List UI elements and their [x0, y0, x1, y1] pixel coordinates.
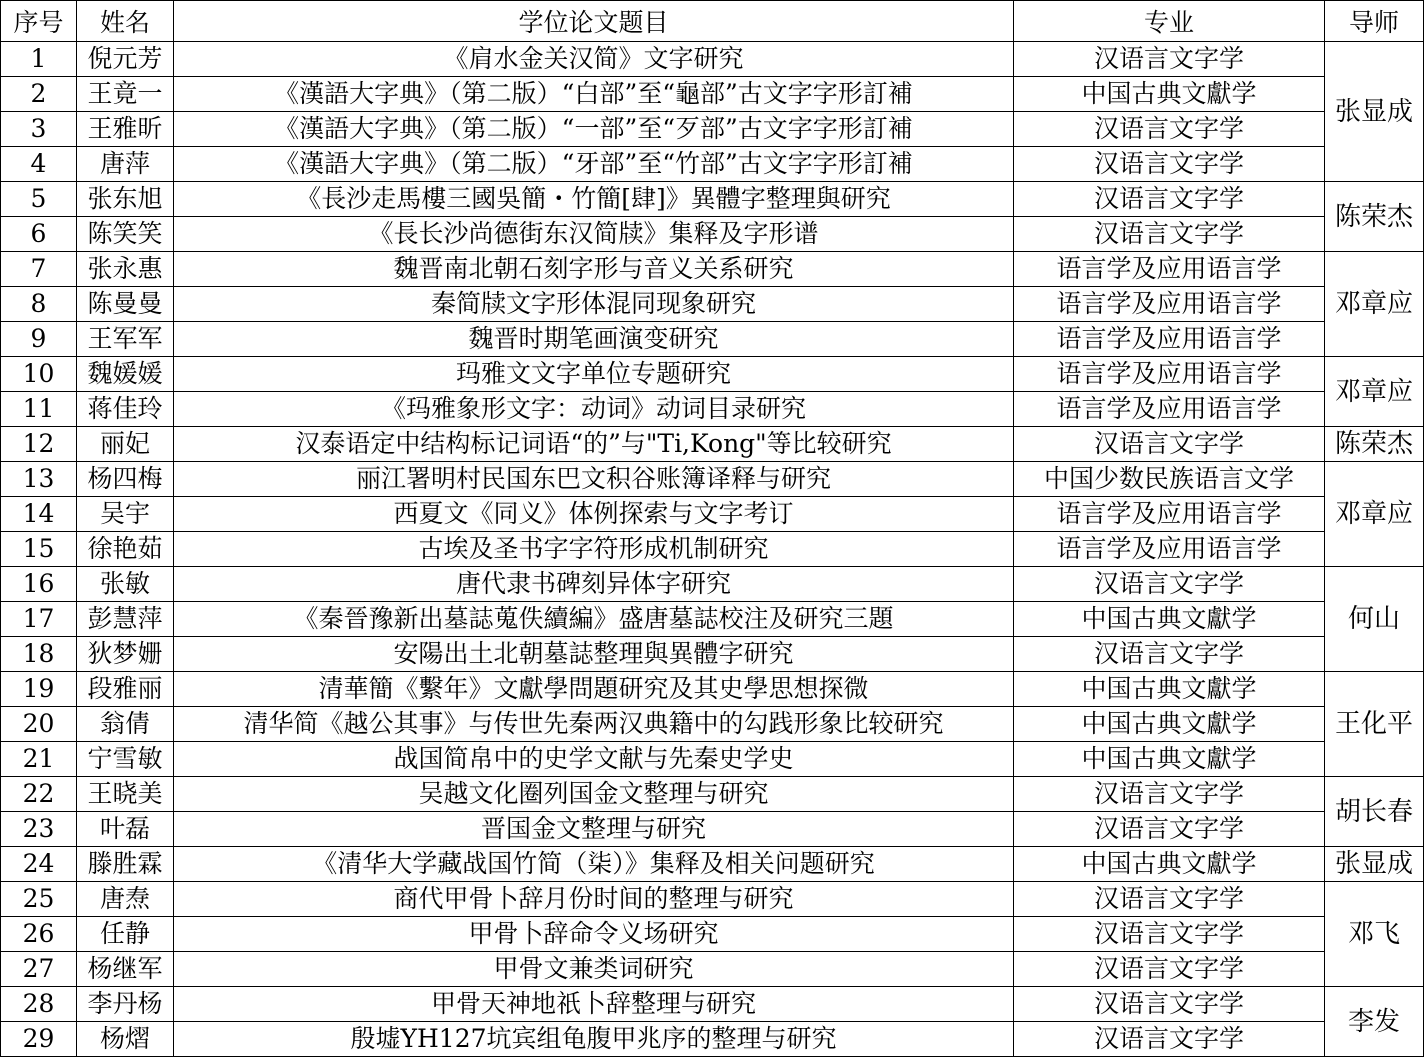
cell-advisor: 邓章应: [1325, 357, 1424, 427]
cell-major: 中国古典文獻学: [1014, 707, 1325, 742]
cell-advisor: 王化平: [1325, 672, 1424, 777]
cell-no: 15: [1, 532, 77, 567]
cell-advisor: 张显成: [1325, 42, 1424, 182]
cell-no: 18: [1, 637, 77, 672]
cell-major: 汉语言文字学: [1014, 427, 1325, 462]
table-row: [1, 777, 1424, 812]
cell-major: 汉语言文字学: [1014, 42, 1325, 77]
cell-no: 11: [1, 392, 77, 427]
cell-thesis-title: 唐代隶书碑刻异体字研究: [174, 567, 1014, 602]
cell-no: 8: [1, 287, 77, 322]
cell-no: 17: [1, 602, 77, 637]
cell-major: 中国古典文獻学: [1014, 847, 1325, 882]
cell-advisor: 陈荣杰: [1325, 182, 1424, 252]
cell-student-name: 唐焘: [77, 882, 174, 917]
cell-thesis-title: 秦简牍文字形体混同现象研究: [174, 287, 1014, 322]
cell-thesis-title: 《肩水金关汉简》文字研究: [174, 42, 1014, 77]
cell-student-name: 王竟一: [77, 77, 174, 112]
cell-student-name: 李丹杨: [77, 987, 174, 1022]
cell-thesis-title: 清华简《越公其事》与传世先秦两汉典籍中的勾践形象比较研究: [174, 707, 1014, 742]
table-row: [1, 287, 1424, 322]
cell-no: 28: [1, 987, 77, 1022]
cell-major: 汉语言文字学: [1014, 182, 1325, 217]
table-row: [1, 672, 1424, 707]
table-row: [1, 567, 1424, 602]
cell-no: 4: [1, 147, 77, 182]
cell-major: 中国古典文獻学: [1014, 77, 1325, 112]
cell-no: 22: [1, 777, 77, 812]
cell-no: 10: [1, 357, 77, 392]
cell-student-name: 魏媛媛: [77, 357, 174, 392]
table-row: [1, 392, 1424, 427]
cell-advisor: 邓章应: [1325, 252, 1424, 357]
cell-thesis-title: 汉泰语定中结构标记词语“的”与"Ti,Kong"等比较研究: [174, 427, 1014, 462]
cell-thesis-title: 《秦晉豫新出墓誌蒐佚續編》盛唐墓誌校注及研究三題: [174, 602, 1014, 637]
cell-student-name: 王晓美: [77, 777, 174, 812]
cell-no: 7: [1, 252, 77, 287]
cell-major: 语言学及应用语言学: [1014, 392, 1325, 427]
cell-student-name: 翁倩: [77, 707, 174, 742]
cell-major: 汉语言文字学: [1014, 112, 1325, 147]
table-row: [1, 742, 1424, 777]
header-no: 序号: [1, 1, 77, 42]
cell-no: 14: [1, 497, 77, 532]
cell-major: 中国古典文獻学: [1014, 602, 1325, 637]
cell-thesis-title: 甲骨文兼类词研究: [174, 952, 1014, 987]
cell-student-name: 宁雪敏: [77, 742, 174, 777]
cell-thesis-title: 丽江署明村民国东巴文积谷账簿译释与研究: [174, 462, 1014, 497]
cell-major: 语言学及应用语言学: [1014, 497, 1325, 532]
cell-no: 26: [1, 917, 77, 952]
cell-no: 3: [1, 112, 77, 147]
table-row: [1, 462, 1424, 497]
header-row: [1, 1, 1424, 42]
cell-no: 5: [1, 182, 77, 217]
table-row: [1, 602, 1424, 637]
cell-major: 语言学及应用语言学: [1014, 532, 1325, 567]
table-row: [1, 497, 1424, 532]
cell-major: 汉语言文字学: [1014, 637, 1325, 672]
cell-major: 汉语言文字学: [1014, 812, 1325, 847]
cell-student-name: 陈曼曼: [77, 287, 174, 322]
cell-student-name: 张东旭: [77, 182, 174, 217]
cell-major: 语言学及应用语言学: [1014, 357, 1325, 392]
cell-no: 16: [1, 567, 77, 602]
cell-student-name: 杨四梅: [77, 462, 174, 497]
table-row: [1, 427, 1424, 462]
cell-major: 语言学及应用语言学: [1014, 287, 1325, 322]
cell-no: 12: [1, 427, 77, 462]
cell-student-name: 倪元芳: [77, 42, 174, 77]
table-row: [1, 77, 1424, 112]
cell-advisor: 邓飞: [1325, 882, 1424, 987]
cell-major: 汉语言文字学: [1014, 777, 1325, 812]
cell-no: 25: [1, 882, 77, 917]
cell-thesis-title: 甲骨卜辞命令义场研究: [174, 917, 1014, 952]
cell-no: 29: [1, 1022, 77, 1057]
cell-no: 19: [1, 672, 77, 707]
cell-no: 2: [1, 77, 77, 112]
cell-thesis-title: 安陽出土北朝墓誌整理與異體字研究: [174, 637, 1014, 672]
cell-thesis-title: 魏晋南北朝石刻字形与音义关系研究: [174, 252, 1014, 287]
cell-major: 中国少数民族语言文学: [1014, 462, 1325, 497]
cell-thesis-title: 西夏文《同义》体例探索与文字考订: [174, 497, 1014, 532]
cell-no: 1: [1, 42, 77, 77]
cell-student-name: 蒋佳玲: [77, 392, 174, 427]
table-row: [1, 847, 1424, 882]
cell-major: 语言学及应用语言学: [1014, 252, 1325, 287]
table-row: [1, 952, 1424, 987]
cell-advisor: 胡长春: [1325, 777, 1424, 847]
table-row: [1, 182, 1424, 217]
table-row: [1, 987, 1424, 1022]
cell-student-name: 任静: [77, 917, 174, 952]
cell-no: 21: [1, 742, 77, 777]
cell-student-name: 滕胜霖: [77, 847, 174, 882]
cell-student-name: 张敏: [77, 567, 174, 602]
cell-thesis-title: 《長沙走馬樓三國吳簡・竹簡[肆]》異體字整理與研究: [174, 182, 1014, 217]
header-advisor: 导师: [1325, 1, 1424, 42]
cell-no: 24: [1, 847, 77, 882]
cell-major: 语言学及应用语言学: [1014, 322, 1325, 357]
table-body: [1, 42, 1424, 1057]
cell-thesis-title: 殷墟YH127坑宾组龟腹甲兆序的整理与研究: [174, 1022, 1014, 1057]
cell-student-name: 唐萍: [77, 147, 174, 182]
cell-advisor: 李发: [1325, 987, 1424, 1057]
header-major: 专业: [1014, 1, 1325, 42]
cell-major: 中国古典文獻学: [1014, 672, 1325, 707]
cell-major: 汉语言文字学: [1014, 147, 1325, 182]
cell-thesis-title: 《漢語大字典》（第二版）“牙部”至“竹部”古文字字形訂補: [174, 147, 1014, 182]
cell-thesis-title: 古埃及圣书字字符形成机制研究: [174, 532, 1014, 567]
cell-major: 中国古典文獻学: [1014, 742, 1325, 777]
cell-no: 6: [1, 217, 77, 252]
cell-student-name: 王雅昕: [77, 112, 174, 147]
table-row: [1, 637, 1424, 672]
cell-thesis-title: 《玛雅象形文字：动词》动词目录研究: [174, 392, 1014, 427]
cell-thesis-title: 商代甲骨卜辞月份时间的整理与研究: [174, 882, 1014, 917]
table-row: [1, 112, 1424, 147]
cell-student-name: 丽妃: [77, 427, 174, 462]
table-row: [1, 147, 1424, 182]
table-row: [1, 322, 1424, 357]
cell-thesis-title: 清華簡《繫年》文獻學問題研究及其史學思想探微: [174, 672, 1014, 707]
table-row: [1, 882, 1424, 917]
cell-thesis-title: 魏晋时期笔画演变研究: [174, 322, 1014, 357]
header-name: 姓名: [77, 1, 174, 42]
cell-thesis-title: 甲骨天神地祇卜辞整理与研究: [174, 987, 1014, 1022]
cell-student-name: 彭慧萍: [77, 602, 174, 637]
table-row: [1, 812, 1424, 847]
cell-student-name: 吴宇: [77, 497, 174, 532]
cell-major: 汉语言文字学: [1014, 952, 1325, 987]
cell-student-name: 王军军: [77, 322, 174, 357]
table-row: [1, 917, 1424, 952]
cell-student-name: 张永惠: [77, 252, 174, 287]
header-title: 学位论文题目: [174, 1, 1014, 42]
cell-advisor: 张显成: [1325, 847, 1424, 882]
table-row: [1, 252, 1424, 287]
table-row: [1, 42, 1424, 77]
cell-no: 27: [1, 952, 77, 987]
cell-advisor: 陈荣杰: [1325, 427, 1424, 462]
cell-no: 13: [1, 462, 77, 497]
table-row: [1, 357, 1424, 392]
cell-no: 23: [1, 812, 77, 847]
cell-thesis-title: 《漢語大字典》（第二版）“白部”至“龜部”古文字字形訂補: [174, 77, 1014, 112]
cell-advisor: 何山: [1325, 567, 1424, 672]
cell-thesis-title: 战国简帛中的史学文献与先秦史学史: [174, 742, 1014, 777]
cell-student-name: 徐艳茹: [77, 532, 174, 567]
cell-advisor: 邓章应: [1325, 462, 1424, 567]
cell-thesis-title: 《長长沙尚德街东汉简牍》集释及字形谱: [174, 217, 1014, 252]
cell-no: 20: [1, 707, 77, 742]
table-row: [1, 532, 1424, 567]
cell-no: 9: [1, 322, 77, 357]
cell-thesis-title: 《漢語大字典》（第二版）“一部”至“歹部”古文字字形訂補: [174, 112, 1014, 147]
cell-student-name: 叶磊: [77, 812, 174, 847]
table-row: [1, 217, 1424, 252]
cell-major: 汉语言文字学: [1014, 882, 1325, 917]
cell-major: 汉语言文字学: [1014, 917, 1325, 952]
cell-major: 汉语言文字学: [1014, 567, 1325, 602]
cell-thesis-title: 晋国金文整理与研究: [174, 812, 1014, 847]
cell-student-name: 陈笑笑: [77, 217, 174, 252]
cell-student-name: 狄梦姗: [77, 637, 174, 672]
cell-major: 汉语言文字学: [1014, 1022, 1325, 1057]
table-row: [1, 707, 1424, 742]
cell-thesis-title: 吴越文化圈列国金文整理与研究: [174, 777, 1014, 812]
cell-student-name: 段雅丽: [77, 672, 174, 707]
cell-student-name: 杨熠: [77, 1022, 174, 1057]
table-row: [1, 1022, 1424, 1057]
cell-thesis-title: 《清华大学藏战国竹简（柒）》集释及相关问题研究: [174, 847, 1014, 882]
cell-student-name: 杨继军: [77, 952, 174, 987]
cell-major: 汉语言文字学: [1014, 217, 1325, 252]
cell-major: 汉语言文字学: [1014, 987, 1325, 1022]
cell-thesis-title: 玛雅文文字单位专题研究: [174, 357, 1014, 392]
